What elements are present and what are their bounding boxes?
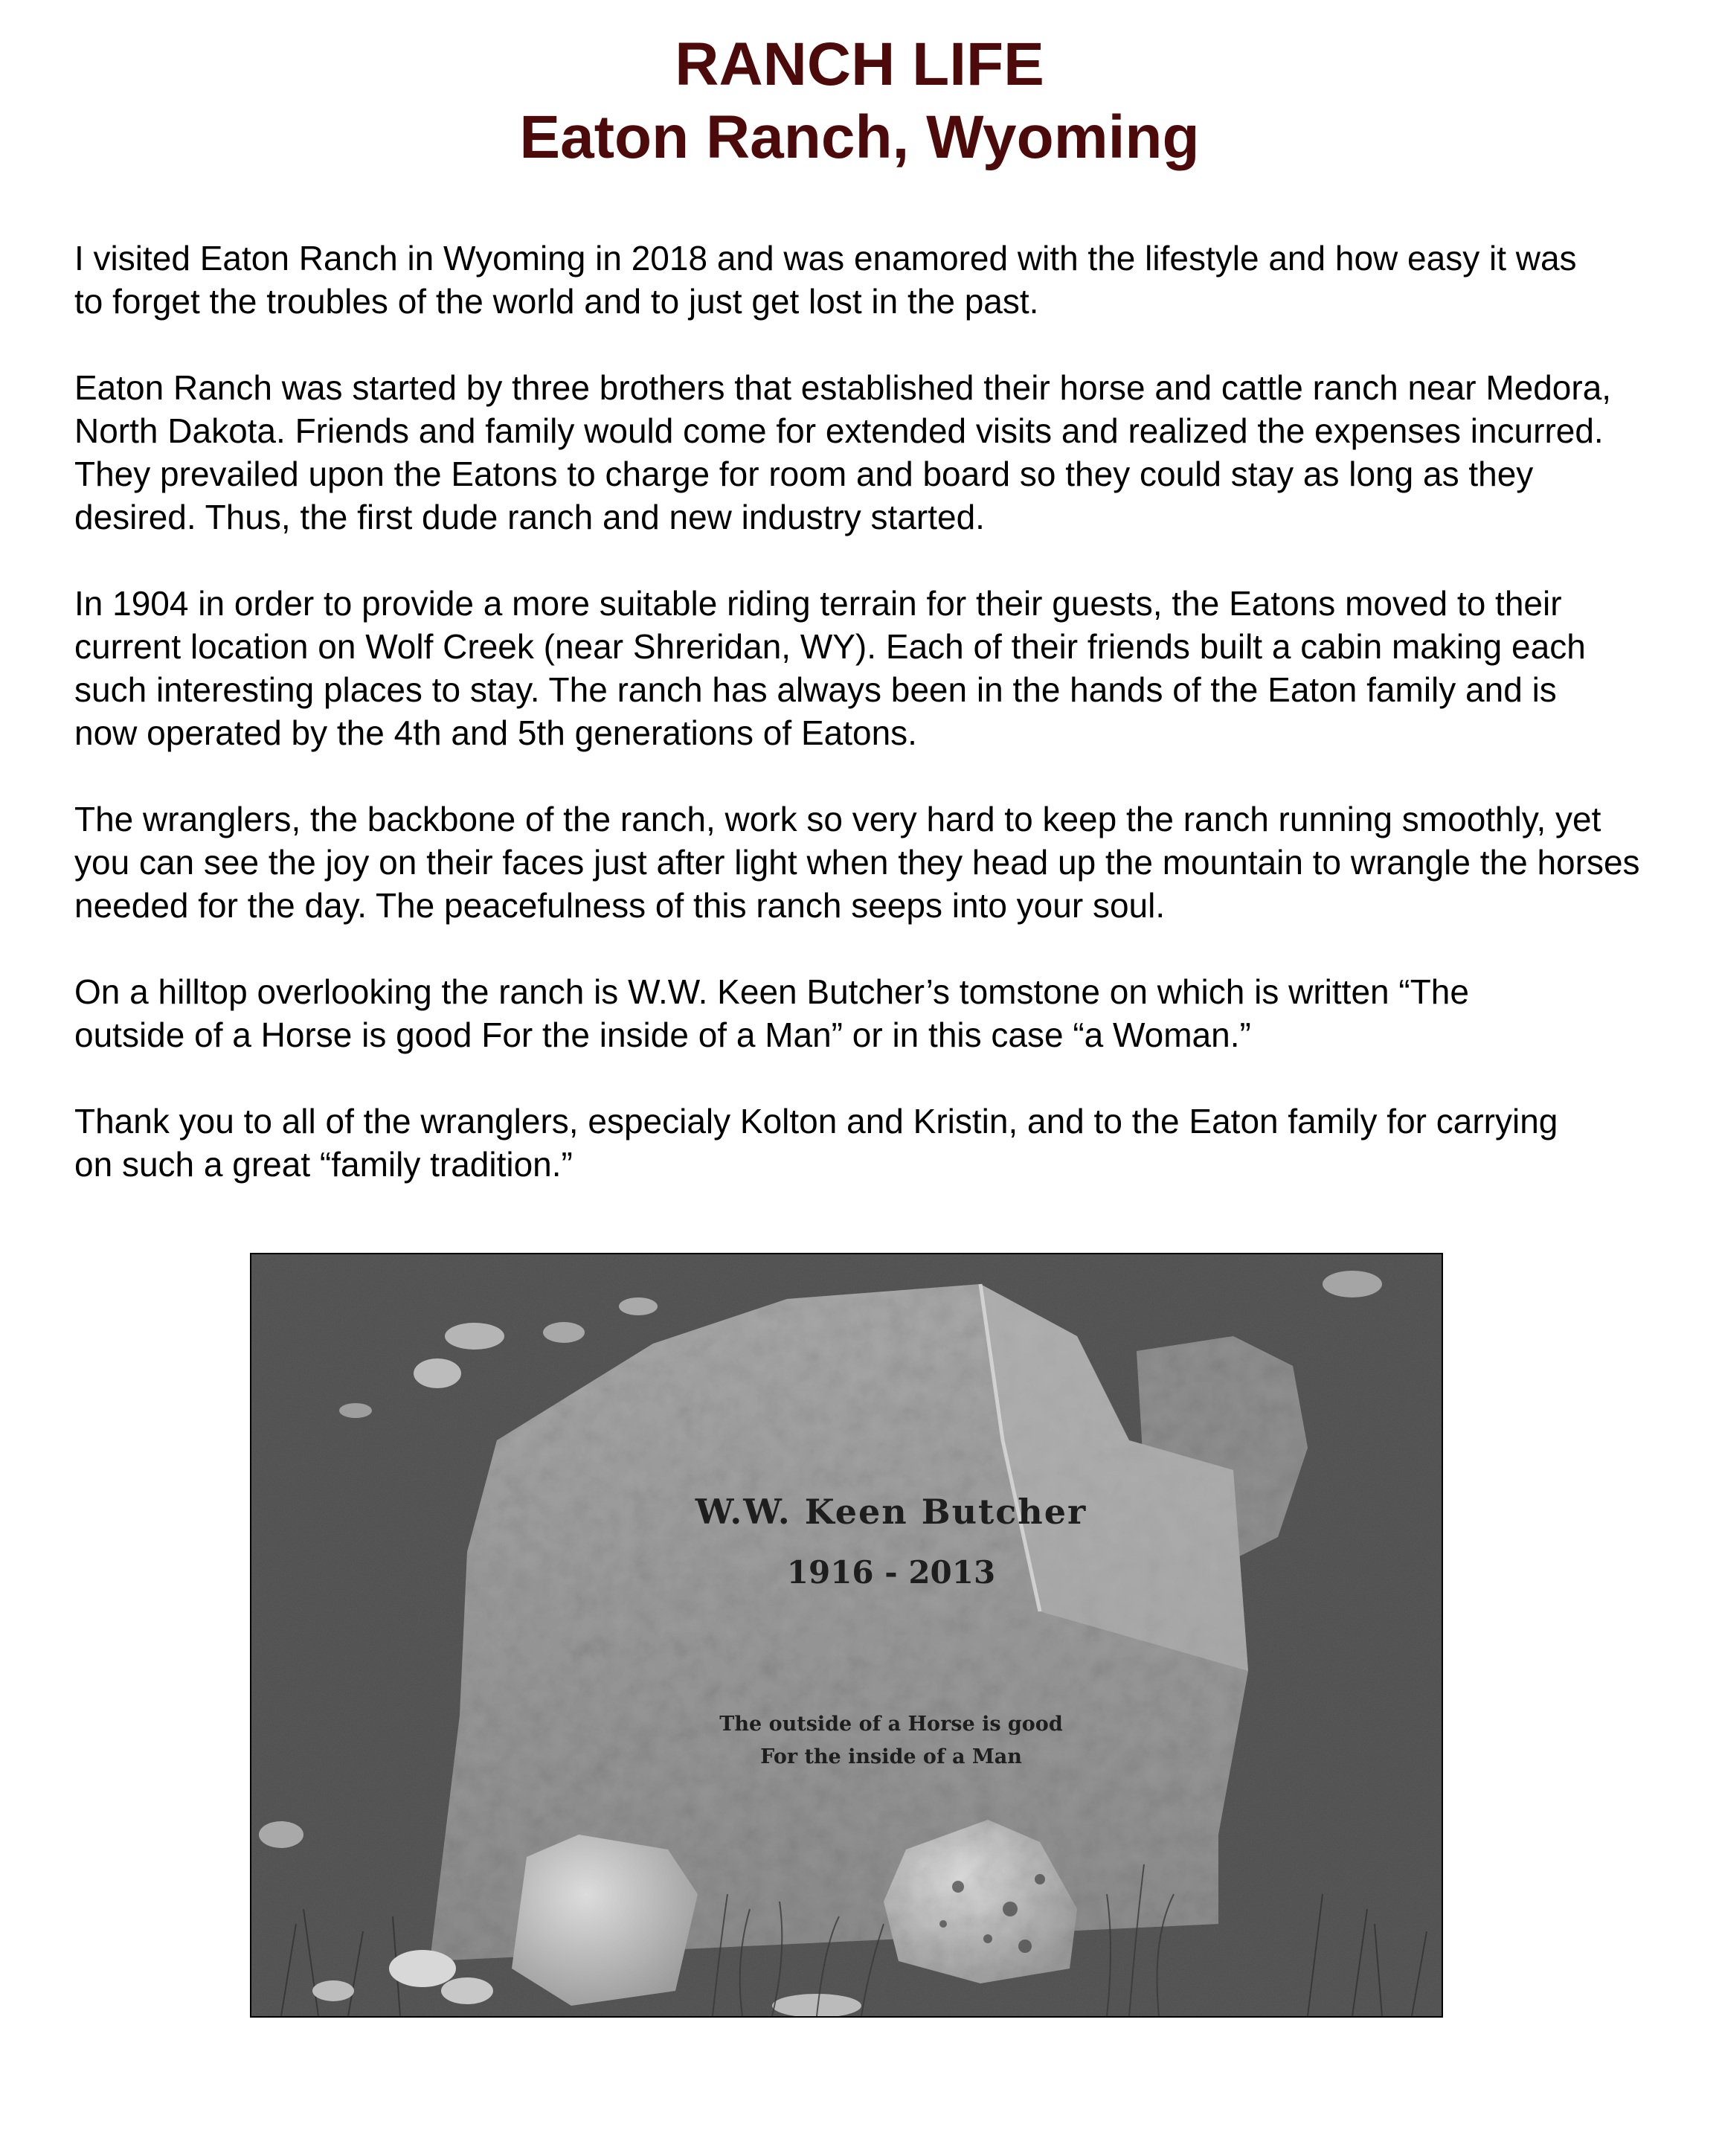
paragraph-line: North Dakota. Friends and family would come for extended visits and realized the expenses incurred. [74,411,1604,450]
paragraph-line: current location on Wolf Creek (near Shreridan, WY). Each of their friends built a cabin making each [74,627,1586,666]
paragraph-line: now operated by the 4th and 5th generations of Eatons. [74,713,917,752]
paragraph-line: desired. Thus, the first dude ranch and new industry started. [74,498,985,536]
title-line-1: RANCH LIFE [675,31,1044,98]
article-body [74,237,1711,1229]
paragraph-line: Eaton Ranch was started by three brothers that established their horse and cattle ranch near Medora, [74,368,1612,407]
page-title [0,28,1719,174]
paragraph-line: outside of a Horse is good For the inside of a Man” or in this case “a Woman.” [74,1016,1251,1054]
paragraph-line: to forget the troubles of the world and to just get lost in the past. [74,282,1039,321]
paragraph-line: such interesting places to stay. The ranch has always been in the hands of the Eaton family and is [74,670,1557,709]
paragraph-line: On a hilltop overlooking the ranch is W.W. Keen Butcher’s tomstone on which is written “The [74,972,1469,1011]
paragraph-line: They prevailed upon the Eatons to charge for room and board so they could stay as long as they [74,455,1534,493]
engraving-name: W.W. Keen Butcher [695,1492,1087,1532]
engraving-quote-line-1: The outside of a Horse is good [719,1713,1063,1736]
title-line-2: Eaton Ranch, Wyoming [519,103,1200,171]
paragraph-line: In 1904 in order to provide a more suitable riding terrain for their guests, the Eatons moved to their [74,584,1562,623]
paragraph-line: needed for the day. The peacefulness of this ranch seeps into your soul. [74,886,1166,925]
tombstone-photo-image [251,1254,1442,2016]
paragraph-line: on such a great “family tradition.” [74,1145,573,1184]
paragraph-2 [74,366,1711,539]
paragraph-4 [74,798,1711,927]
paragraph-1 [74,237,1711,323]
engraving-dates: 1916 - 2013 [786,1554,996,1591]
paragraph-5 [74,970,1711,1056]
paragraph-line: The wranglers, the backbone of the ranch, work so very hard to keep the ranch running smoothly, yet [74,800,1601,838]
paragraph-6 [74,1100,1711,1186]
paragraph-line: I visited Eaton Ranch in Wyoming in 2018 and was enamored with the lifestyle and how easy it was [74,239,1577,277]
paragraph-3 [74,582,1711,754]
tombstone-photo [250,1253,1443,2018]
paragraph-line: you can see the joy on their faces just after light when they head up the mountain to wrangle the horses [74,843,1640,882]
paragraph-line: Thank you to all of the wranglers, especialy Kolton and Kristin, and to the Eaton family for carrying [74,1102,1558,1140]
engraving-quote-line-2: For the inside of a Man [760,1745,1022,1768]
